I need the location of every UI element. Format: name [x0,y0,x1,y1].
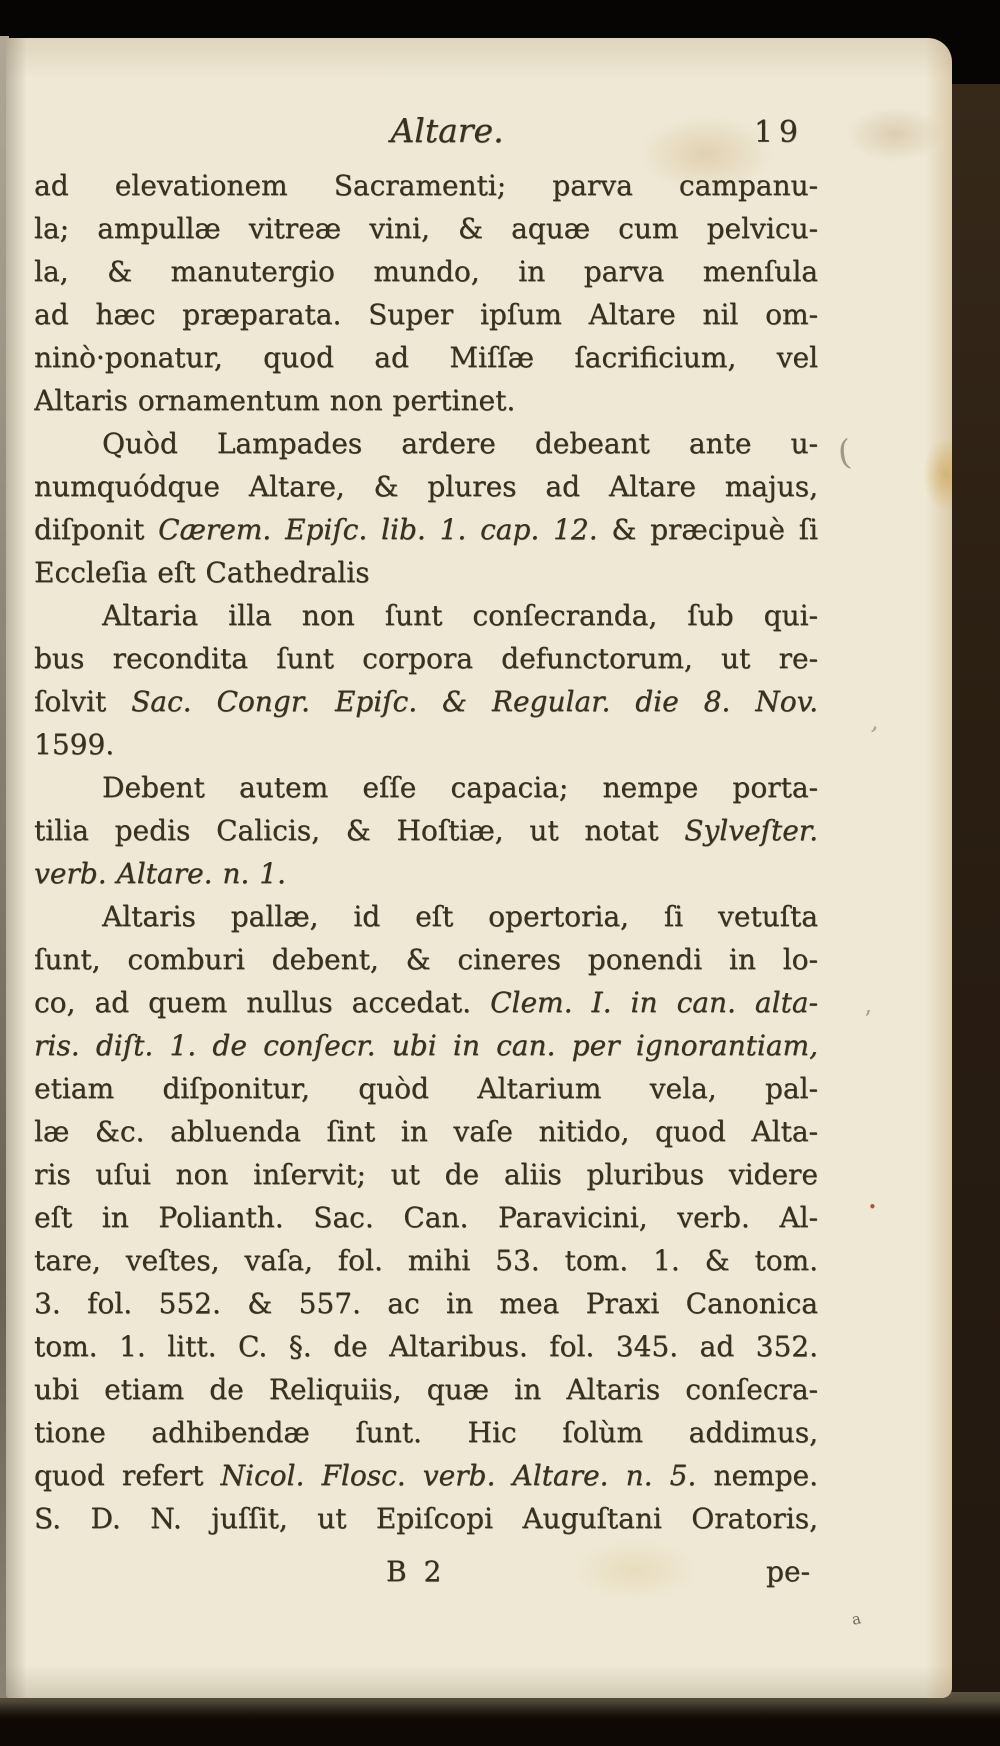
text-line [34,1497,818,1540]
body-roman-text: Altaris ornamentum non pertinet. [34,384,516,417]
citation-italic-text: Sac. Congr. Epiſc. & Regular. die 8. Nov. [131,685,818,718]
text-line [34,250,818,293]
ink-speck: a [850,1609,863,1629]
running-header [34,106,818,164]
body-roman-text: la; ampullæ vitreæ vini, & aquæ cum pelvicu- [34,212,818,245]
text-line [34,981,818,1024]
body-roman-text: tione adhibendæ ſunt. Hic ſolùm addimus, [34,1416,818,1449]
body-roman-text: ad hæc præparata. Super ipſum Altare nil om- [34,298,818,331]
signature-mark: B 2 [386,1555,446,1588]
book-page [6,38,952,1698]
citation-italic-text: ris. diſt. 1. de conſecr. ubi in can. per ignorantiam, [34,1029,818,1062]
body-roman-text: ninò·ponatur, quod ad Miſſæ ſacrificium, vel [34,341,818,374]
page-number: 19 [753,115,804,150]
citation-italic-text: Nicol. Flosc. verb. Altare. n. 5. [220,1459,697,1492]
body-paragraph [34,594,818,766]
body-roman-text: quod refert [34,1459,221,1492]
text-line [34,1368,818,1411]
body-paragraph [34,422,818,594]
text-line [34,336,818,379]
body-roman-text: ſunt, comburi debent, & cineres ponendi in lo- [34,943,818,976]
margin-mark-apostrophe: ’ [864,1006,872,1034]
text-line [34,465,818,508]
citation-italic-text: verb. Altare. n. 1. [34,857,286,890]
citation-italic-text: Clem. I. in can. alta- [490,986,818,1019]
text-line [34,1024,818,1067]
text-line [34,164,818,207]
margin-mark-tick: ’ [864,721,880,753]
catchword: pe- [766,1555,810,1588]
body-roman-text: diſponit [34,513,159,546]
citation-italic-text: Cærem. Epiſc. lib. 1. cap. 12. [158,513,598,546]
scan-background-bottom [0,1692,1000,1746]
text-line [34,1153,818,1196]
text-line [34,1196,818,1239]
body-roman-text: & præcipuè ſi [597,513,818,546]
body-roman-text: 3. fol. 552. & 557. ac in mea Praxi Canonica [34,1287,818,1320]
body-roman-text: 1599. [34,728,115,761]
text-block [34,106,818,1593]
text-line [34,379,818,422]
body-roman-text: Altaria illa non ſunt conſecranda, ſub qui- [102,599,818,632]
text-line [34,723,818,766]
body-roman-text: Eccleſia eſt Cathedralis [34,556,370,589]
body-roman-text: numquódque Altare, & plures ad Altare majus, [34,470,818,503]
text-line [34,938,818,981]
body-roman-text: bus recondita ſunt corpora defunctorum, ut re- [34,642,818,675]
body-roman-text: ris uſui non inſervit; ut de aliis pluribus videre [34,1158,818,1191]
body-roman-text: ad elevationem Sacramenti; parva campanu- [34,169,818,202]
text-line [34,551,818,594]
text-line [34,680,818,723]
text-line [34,1282,818,1325]
text-line [34,422,818,465]
text-line [34,852,818,895]
body-roman-text: ubi etiam de Reliquiis, quæ in Altaris conſecra- [34,1373,818,1406]
text-line [34,1067,818,1110]
body-roman-text: co, ad quem nullus accedat. [34,986,491,1019]
text-line [34,1411,818,1454]
text-line [34,637,818,680]
body-roman-text: tilia pedis Calicis, & Hoſtiæ, ut notat [34,814,685,847]
text-line [34,1325,818,1368]
body-text [34,164,818,1540]
body-roman-text: nempe. [696,1459,818,1492]
page-title: Altare. [390,111,504,150]
body-roman-text: Quòd Lampades ardere debeant ante u- [102,427,818,460]
text-line [34,207,818,250]
body-roman-text: Altaris pallæ, id eſt opertoria, ſi vetuſta [102,900,818,933]
ink-dot: • [868,1198,877,1216]
body-roman-text: tom. 1. litt. C. §. de Altaribus. fol. 345. ad 352. [34,1330,818,1363]
body-roman-text: læ &c. abluenda ſint in vaſe nitido, quod Alta- [34,1115,818,1148]
body-roman-text: la, & manutergio mundo, in parva menſula [34,255,818,288]
page-footer [34,1550,818,1593]
body-roman-text: eſt in Polianth. Sac. Can. Paravicini, verb. Al- [34,1201,818,1234]
margin-mark-paren: ( [835,432,854,474]
text-line [34,895,818,938]
text-line [34,594,818,637]
text-line [34,809,818,852]
text-line [34,508,818,551]
text-line [34,1454,818,1497]
body-paragraph [34,164,818,422]
body-roman-text: ſolvit [34,685,132,718]
body-roman-text: etiam diſponitur, quòd Altarium vela, pal- [34,1072,818,1105]
body-paragraph [34,895,818,1540]
body-paragraph [34,766,818,895]
body-roman-text: tare, veſtes, vaſa, fol. mihi 53. tom. 1. & tom. [34,1244,818,1277]
text-line [34,293,818,336]
body-roman-text: Debent autem eſſe capacia; nempe porta- [102,771,818,804]
citation-italic-text: Sylveſter. [684,814,818,847]
text-line [34,1239,818,1282]
text-line [34,1110,818,1153]
text-line [34,766,818,809]
body-roman-text: S. D. N. juſſit, ut Epiſcopi Auguſtani Oratoris, [34,1502,818,1535]
